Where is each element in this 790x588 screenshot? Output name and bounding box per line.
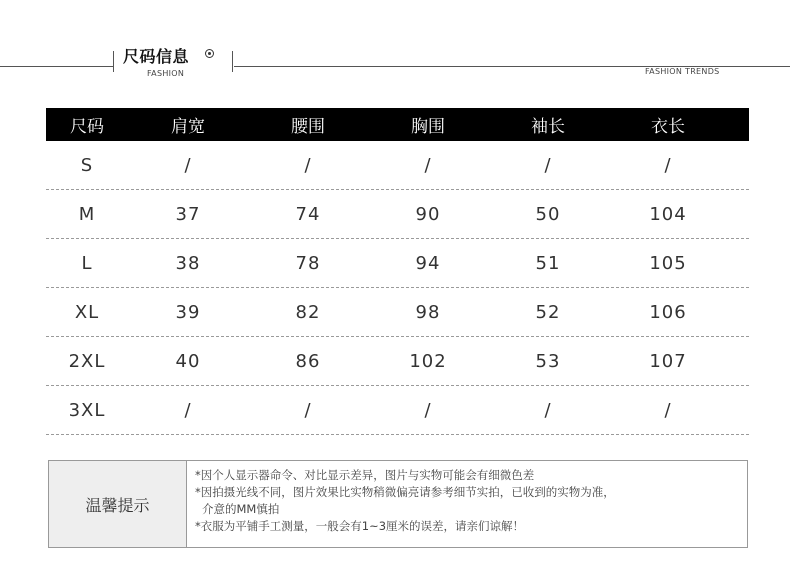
column-header-shoulder: 肩宽 xyxy=(171,117,205,137)
table-cell: 51 xyxy=(535,252,561,274)
table-cell: 40 xyxy=(175,350,201,372)
table-header xyxy=(46,108,749,141)
table-cell: M xyxy=(78,203,96,225)
table-row xyxy=(46,386,749,435)
table-cell: / xyxy=(544,154,552,176)
table-cell: 86 xyxy=(295,350,321,372)
table-cell: L xyxy=(81,252,93,274)
fashion-trends-label: FASHION TRENDS xyxy=(645,67,720,76)
table-row xyxy=(46,141,749,190)
table-cell: 82 xyxy=(295,301,321,323)
table-cell: 38 xyxy=(175,252,201,274)
table-cell: 94 xyxy=(415,252,441,274)
column-header-sleeve: 袖长 xyxy=(531,117,565,137)
notes-label: 温馨提示 xyxy=(49,461,187,547)
table-cell: 3XL xyxy=(68,399,106,421)
table-cell: / xyxy=(664,154,672,176)
table-cell: / xyxy=(184,154,192,176)
column-header-waist: 腰围 xyxy=(291,117,325,137)
page-subtitle: FASHION xyxy=(147,69,185,78)
notes-box xyxy=(48,460,748,548)
note-line: *因拍摄光线不同，图片效果比实物稍微偏亮请参考细节实拍，已收到的实物为准， xyxy=(195,485,615,499)
table-cell: 39 xyxy=(175,301,201,323)
table-cell: 52 xyxy=(535,301,561,323)
table-cell: 106 xyxy=(649,301,687,323)
table-cell: / xyxy=(184,399,192,421)
table-cell: 53 xyxy=(535,350,561,372)
header-right-tick xyxy=(232,51,233,72)
table-row xyxy=(46,337,749,386)
table-cell: 50 xyxy=(535,203,561,225)
column-header-chest: 胸围 xyxy=(411,117,445,137)
note-line: *衣服为平铺手工测量，一般会有1~3厘米的误差，请亲们谅解！ xyxy=(195,519,525,533)
notes-text xyxy=(195,467,615,535)
header-left-tick xyxy=(113,51,114,72)
table-row xyxy=(46,190,749,239)
table-cell: / xyxy=(424,154,432,176)
table-cell: XL xyxy=(74,301,100,323)
size-table xyxy=(46,108,749,435)
table-cell: / xyxy=(424,399,432,421)
table-cell: 78 xyxy=(295,252,321,274)
table-cell: 2XL xyxy=(68,350,106,372)
table-row xyxy=(46,288,749,337)
note-line: *因个人显示器命令、对比显示差异，图片与实物可能会有细微色差 xyxy=(195,468,535,482)
table-cell: 37 xyxy=(175,203,201,225)
table-cell: / xyxy=(304,399,312,421)
column-header-length: 衣长 xyxy=(651,117,685,137)
table-cell: 105 xyxy=(649,252,687,274)
table-cell: / xyxy=(664,399,672,421)
table-cell: 74 xyxy=(295,203,321,225)
page-title: 尺码信息 xyxy=(123,47,190,66)
table-cell: 90 xyxy=(415,203,441,225)
table-cell: / xyxy=(304,154,312,176)
target-dot-icon xyxy=(205,49,214,58)
table-row xyxy=(46,239,749,288)
note-line: 介意的MM慎拍 xyxy=(202,502,280,516)
column-header-size: 尺码 xyxy=(70,117,104,137)
table-cell: 107 xyxy=(649,350,687,372)
table-cell: S xyxy=(80,154,94,176)
table-cell: / xyxy=(544,399,552,421)
table-cell: 102 xyxy=(409,350,447,372)
table-cell: 98 xyxy=(415,301,441,323)
table-cell: 104 xyxy=(649,203,687,225)
